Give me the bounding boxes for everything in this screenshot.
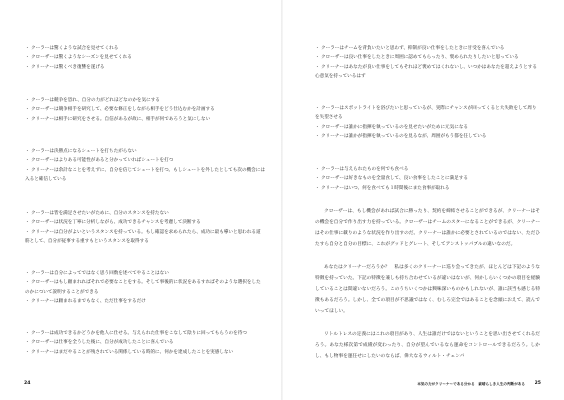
bullet-group-9 xyxy=(315,165,537,193)
bullet-item: ・クーラーは競争を恐れ、自分の力がどれほどなのかを気にする xyxy=(25,98,160,103)
bullet-item: ・クリーナーは相手に研究をさせる。自信があるが故に、相手が何であろうと気にしない xyxy=(25,116,211,122)
bullet-item: ・クローザーは驚くようなシーズンを見せてくれる xyxy=(25,55,132,61)
bullet-item: ・クローザーは良い仕事をしたときに周囲に認めてもらったり、褒められたりしたいと思っている xyxy=(315,55,519,61)
page-number-right: 25 xyxy=(534,381,541,386)
bullet-item: ・クリーナーはまだやることが残されている関係している時的に、何かを達成したことを実感しない xyxy=(25,349,234,355)
bullet-item: ・クーラーは成功できるかどうかを他人に仕せる。与えられた仕事をこなして陰りに回ってもらうのを待つ xyxy=(25,331,247,336)
bullet-item: ・クーラーは自分によってではなく思う回数を述べてやることはない xyxy=(25,271,169,276)
bullet-item: ・クローザーはもし頼まれればそれで必要なことをする。そして事後的に状況をあるすればそのような選択をしたのかについて説明することができる xyxy=(25,280,261,295)
bullet-group-2 xyxy=(25,96,265,124)
bullet-item: ・クローザーは好きなものを全量食して、良い食事をしたことに満足する xyxy=(315,176,468,182)
bullet-group-1 xyxy=(25,44,265,72)
bullet-item: ・クーラーは決勝点になるシュートを打ちたがらない xyxy=(25,149,137,154)
bullet-item: ・クローザーは仕事を全うした後に、自分が成功したことに喜んでいる xyxy=(25,340,174,346)
right-page xyxy=(282,0,564,400)
bullet-item: ・クリーナーはいつ、何を食べても１時間後にまた食事が取れる xyxy=(315,185,450,191)
bullet-item: ・クーラーはチームを背負いたいと思わず、抑制が良い仕事をしたときに甘受を喜んでいる xyxy=(315,46,505,51)
bullet-group-7 xyxy=(315,44,537,82)
bullet-item: ・クリーナーはあなたが良い仕事をしてもそれほど褒めてはくれないし、いつかはあなたを超えようとする心意気を持っているはず xyxy=(315,64,537,80)
bullet-item: ・クリーナーは頼まれるまでもなく、ただ仕事をするだけ xyxy=(25,299,146,305)
bullet-item: ・クーラーは驚くような試合を見せてくれる xyxy=(25,46,119,51)
body-paragraph-3: リトルトレスの定義にはこれの項目があり、人生は誰だけではないということを思い出させてくれるだろう。あなた様次第で成績が変わったり、自分が望んでいるなら運命をコントロールできるだろう。しかし、もし物事を運任せにしたいのならば、偉大なるウィルト・チェンバ xyxy=(315,332,540,359)
bullet-item: ・クローザーは状況を丁寧に分析しながら、成功できるチャンスを考慮して決断する xyxy=(25,220,201,226)
bullet-item: ・クリーナーは自分がよいというスタンスを持っている。もし確認を求められたら、成功に最も導いと思われる道筋として、自分が従事する重すもというスタンスを取得する xyxy=(25,229,261,245)
bullet-group-8 xyxy=(315,104,537,142)
bullet-group-6 xyxy=(25,329,265,357)
bullet-item: ・クリーナーは誰かが指揮を執っているのを見るなが、周囲がもう都を任している xyxy=(315,134,487,140)
bullet-item: ・クーラーはスポットライトを浴びたいと思っているが、実際にチャンスが回ってくると大失敗をして周りを失望させる xyxy=(315,106,537,121)
bullet-item: ・クーラーは与えられたものを何でも食べる xyxy=(315,167,409,172)
bullet-group-3 xyxy=(25,147,265,185)
page-number-left: 24 xyxy=(24,381,31,386)
bullet-item: ・クリーナーは驚くべき復讐を遂げる xyxy=(25,64,105,70)
body-paragraph-2: あなたはクリーナーだろうか？ 私は多くのクリーナーに巡り会ってきたが、ほとんどは下記のような特徴を持っていた。下記の特徴を兼しも持ち合わせているが違いはないが、何かしらいくつかの項目を経験していることは間違いないだろう。このうちいくつかは興味深いものかもしれないが、誰に該当も感じる特徴もあるだろう。しかし、全ての項目が不思議ではなく、むしろ完全ではあることを念頭におえて、読んでいってほしい。 xyxy=(315,265,541,314)
bullet-item: ・クローザーは誰かに指揮を執っているのを見せたいがために元気になる xyxy=(315,124,469,130)
running-head: 本気の力がクリーナーである分かる 素晴らしき人生の判断がある xyxy=(417,382,525,386)
bullet-group-5 xyxy=(25,269,265,307)
bullet-item: ・クーラーは皆を満足させたいがために、自分のスタンスを持たない xyxy=(25,211,169,216)
bullet-item: ・クローザーは競争相手を研究して、必要な修正をしながら相手をどう仕込むかを計画する xyxy=(25,107,215,113)
bullet-group-4 xyxy=(25,209,265,247)
bullet-item: ・クリーナーは余計なことを考えずに、自分を信じてシュートを打つ。もしシュートを外したとしても次の機会には入ると確信している xyxy=(25,167,265,183)
bullet-item: ・クローザーはよりある可能性があると分かっていればシュートを打つ xyxy=(25,158,174,164)
body-paragraph-1: クローザーは、もし機会があれば試合に勝ったり、契約を締結させることができるが、クリーナーはその機会を自分で作り出す力を持っている。クローザーはチームのスターになることができるが、クリーナーはその仕事に載りのような状況を作り出すのだ。クリーナーは誰かに必要とされているのではない、ただひたすら自分と自分の目標に、これがグッドとグレート、そしてアンストッパブルの違いなのだ。 xyxy=(315,209,541,247)
